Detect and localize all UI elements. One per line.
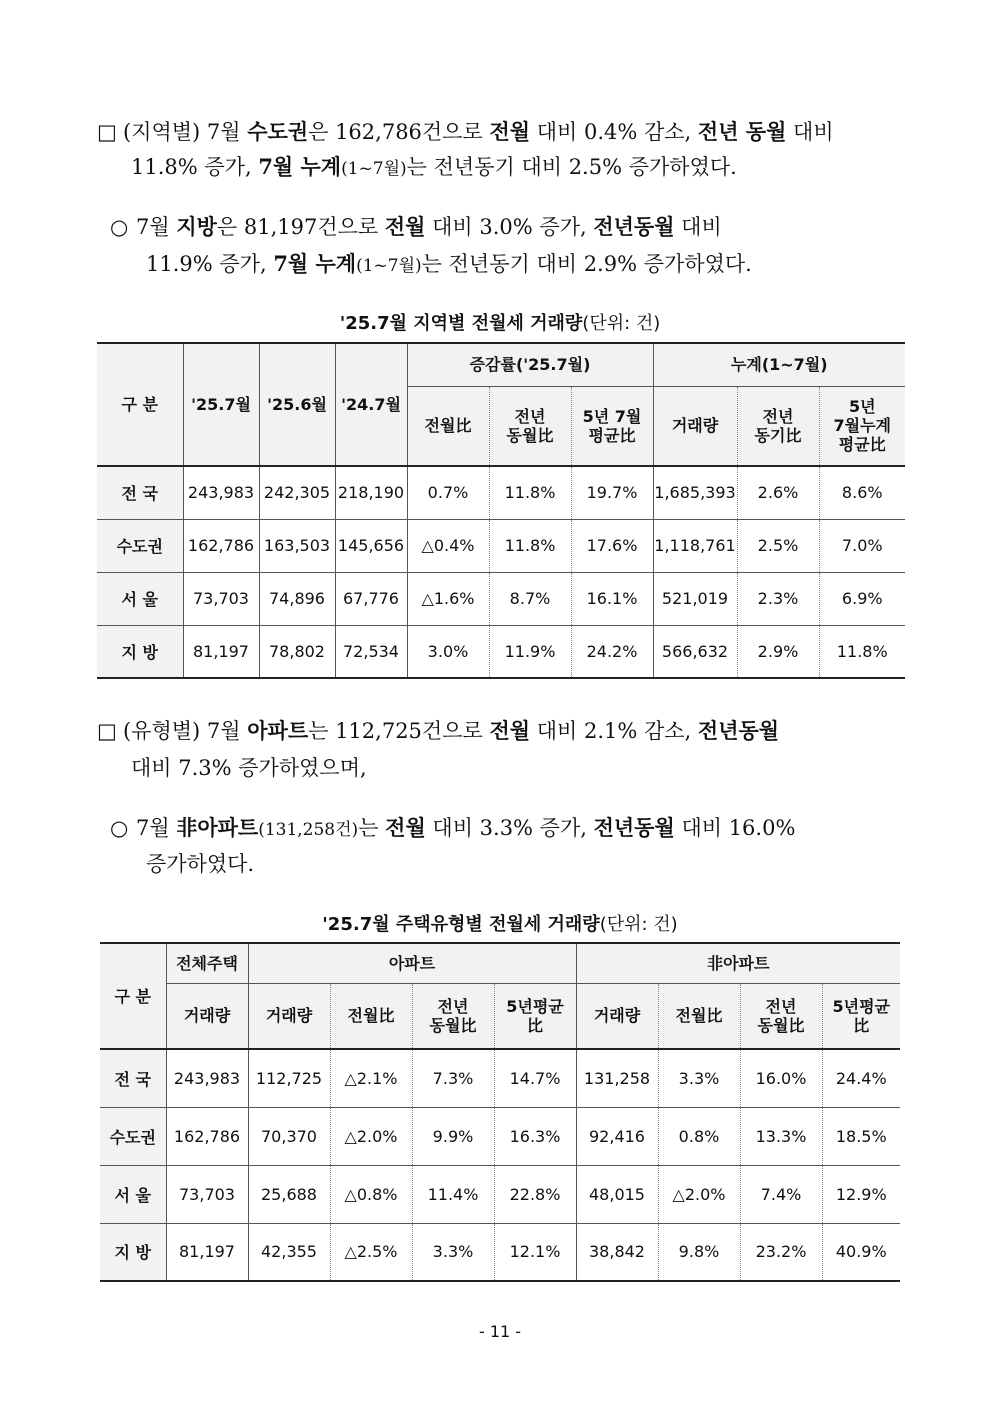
header-mom: 전월比 — [407, 386, 489, 466]
table-row — [100, 1049, 900, 1107]
table-cell: 74,896 — [259, 572, 335, 625]
header-jul25: '25.7월 — [183, 343, 259, 466]
table-cell: 24.2% — [571, 625, 653, 678]
table1-caption: '25.7월 지역별 전월세 거래량(단위: 건) — [339, 313, 661, 334]
table-cell: 2.3% — [737, 572, 819, 625]
header-change-rate: 증감률('25.7월) — [407, 343, 653, 386]
paragraph-line: ○ 7월 非아파트(131,258건)는 전월 대비 3.3% 증가, 전년동월 대비 16.0% — [110, 810, 795, 848]
table-cell: 0.7% — [407, 466, 489, 519]
table-row — [97, 519, 905, 572]
table-cell: △2.5% — [330, 1223, 412, 1281]
header-cum-yoy: 전년 동기比 — [737, 386, 819, 466]
paragraph-line: 11.9% 증가, 7월 누계(1~7월)는 전년동기 대비 2.9% 증가하였다. — [146, 251, 752, 276]
header-apt-volume: 거래량 — [248, 983, 330, 1049]
table-cell: 112,725 — [248, 1049, 330, 1107]
table-cell: 11.8% — [489, 519, 571, 572]
circle-bullet-icon: ○ — [110, 215, 129, 239]
table-row — [97, 625, 905, 678]
table-cell: 42,355 — [248, 1223, 330, 1281]
table-cell: 3.3% — [658, 1049, 740, 1107]
table-cell: 8.6% — [819, 466, 905, 519]
header-gubun: 구 분 — [97, 343, 183, 466]
table-cell: 48,015 — [576, 1165, 658, 1223]
table-cell: 19.7% — [571, 466, 653, 519]
table-cell: 242,305 — [259, 466, 335, 519]
table-cell: 22.8% — [494, 1165, 576, 1223]
table-cell: 70,370 — [248, 1107, 330, 1165]
header-jun25: '25.6월 — [259, 343, 335, 466]
table-cell: 24.4% — [822, 1049, 900, 1107]
table-cell: 18.5% — [822, 1107, 900, 1165]
page-number: - 11 - — [478, 1322, 522, 1341]
table-row — [97, 466, 905, 519]
square-bullet-icon: □ — [97, 120, 117, 144]
table-cell: 163,503 — [259, 519, 335, 572]
table-cell: 9.8% — [658, 1223, 740, 1281]
paragraph-line: 대비 7.3% 증가하였으며, — [131, 756, 367, 780]
table-cell: 1,685,393 — [653, 466, 737, 519]
table-cell: 9.9% — [412, 1107, 494, 1165]
table-cell: 1,118,761 — [653, 519, 737, 572]
table-cell: △2.0% — [658, 1165, 740, 1223]
table-cell: 7.4% — [740, 1165, 822, 1223]
row-label: 지 방 — [100, 1223, 166, 1281]
table-row — [100, 1223, 900, 1281]
table-cell: 25,688 — [248, 1165, 330, 1223]
table-cell: 81,197 — [166, 1223, 248, 1281]
table-cell: 162,786 — [166, 1107, 248, 1165]
table-cell: 78,802 — [259, 625, 335, 678]
table-cell: 162,786 — [183, 519, 259, 572]
row-label: 수도권 — [100, 1107, 166, 1165]
table-cell: 243,983 — [183, 466, 259, 519]
header-non-apartment: 非아파트 — [576, 943, 900, 983]
square-bullet-icon: □ — [97, 719, 117, 743]
table-cell: 17.6% — [571, 519, 653, 572]
paragraph-line: □ (지역별) 7월 수도권은 162,786건으로 전월 대비 0.4% 감소, 전년 동월 대비 — [97, 114, 834, 150]
regional-table — [97, 342, 905, 679]
table-cell: 23.2% — [740, 1223, 822, 1281]
circle-bullet-icon: ○ — [110, 816, 129, 840]
header-cum-5y: 5년 7월누계 평균比 — [819, 386, 905, 466]
table-cell: 218,190 — [335, 466, 407, 519]
table-cell: 38,842 — [576, 1223, 658, 1281]
table-cell: 7.3% — [412, 1049, 494, 1107]
housing-type-table-body — [100, 1049, 900, 1281]
table-cell: 2.9% — [737, 625, 819, 678]
header-apartment: 아파트 — [248, 943, 576, 983]
table-cell: 16.0% — [740, 1049, 822, 1107]
housing-type-table — [100, 942, 900, 1282]
row-label: 서 울 — [97, 572, 183, 625]
table-row — [100, 1165, 900, 1223]
header-gubun: 구 분 — [100, 943, 166, 1049]
header-apt-yoy: 전년 동월比 — [412, 983, 494, 1049]
table-cell: △2.1% — [330, 1049, 412, 1107]
table-cell: 521,019 — [653, 572, 737, 625]
table-cell: 40.9% — [822, 1223, 900, 1281]
row-label: 서 울 — [100, 1165, 166, 1223]
table-cell: △2.0% — [330, 1107, 412, 1165]
header-volume: 거래량 — [653, 386, 737, 466]
table-row — [100, 1107, 900, 1165]
table2-caption: '25.7월 주택유형별 전월세 거래량(단위: 건) — [322, 914, 678, 935]
table-cell: 73,703 — [166, 1165, 248, 1223]
table-cell: 12.1% — [494, 1223, 576, 1281]
table-cell: 11.8% — [819, 625, 905, 678]
table-cell: 145,656 — [335, 519, 407, 572]
header-total-housing: 전체주택 — [166, 943, 248, 983]
header-nonapt-mom: 전월比 — [658, 983, 740, 1049]
table-cell: 3.3% — [412, 1223, 494, 1281]
table-cell: △1.6% — [407, 572, 489, 625]
header-total-volume: 거래량 — [166, 983, 248, 1049]
table-cell: 11.9% — [489, 625, 571, 678]
regional-table-body — [97, 466, 905, 678]
row-label: 지 방 — [97, 625, 183, 678]
paragraph-line: 11.8% 증가, 7월 누계(1~7월)는 전년동기 대비 2.5% 증가하였다. — [131, 154, 737, 179]
paragraph-line: ○ 7월 지방은 81,197건으로 전월 대비 3.0% 증가, 전년동월 대비 — [110, 209, 722, 245]
table-cell: 131,258 — [576, 1049, 658, 1107]
table-cell: 566,632 — [653, 625, 737, 678]
header-jul24: '24.7월 — [335, 343, 407, 466]
header-apt-5y: 5년평균 比 — [494, 983, 576, 1049]
table-cell: 81,197 — [183, 625, 259, 678]
table-cell: △0.8% — [330, 1165, 412, 1223]
header-nonapt-volume: 거래량 — [576, 983, 658, 1049]
table-cell: 0.8% — [658, 1107, 740, 1165]
table-row — [97, 572, 905, 625]
table-cell: 67,776 — [335, 572, 407, 625]
table-cell: 12.9% — [822, 1165, 900, 1223]
table-cell: 16.3% — [494, 1107, 576, 1165]
row-label: 전 국 — [97, 466, 183, 519]
table-cell: 2.6% — [737, 466, 819, 519]
table-cell: 6.9% — [819, 572, 905, 625]
header-nonapt-yoy: 전년 동월比 — [740, 983, 822, 1049]
table-cell: 92,416 — [576, 1107, 658, 1165]
table-cell: 73,703 — [183, 572, 259, 625]
table-cell: 3.0% — [407, 625, 489, 678]
row-label: 수도권 — [97, 519, 183, 572]
table-cell: 72,534 — [335, 625, 407, 678]
header-yoy: 전년 동월比 — [489, 386, 571, 466]
table-cell: 11.8% — [489, 466, 571, 519]
paragraph-line: 증가하였다. — [146, 852, 255, 876]
table-cell: 14.7% — [494, 1049, 576, 1107]
table-cell: 11.4% — [412, 1165, 494, 1223]
paragraph-line: □ (유형별) 7월 아파트는 112,725건으로 전월 대비 2.1% 감소, 전년동월 — [97, 713, 779, 749]
table-cell: 8.7% — [489, 572, 571, 625]
table-cell: △0.4% — [407, 519, 489, 572]
table-cell: 2.5% — [737, 519, 819, 572]
table-cell: 7.0% — [819, 519, 905, 572]
header-5y-avg: 5년 7월 평균比 — [571, 386, 653, 466]
header-cumulative: 누계(1~7월) — [653, 343, 905, 386]
header-apt-mom: 전월比 — [330, 983, 412, 1049]
table-cell: 13.3% — [740, 1107, 822, 1165]
header-nonapt-5y: 5년평균 比 — [822, 983, 900, 1049]
table-cell: 243,983 — [166, 1049, 248, 1107]
table-cell: 16.1% — [571, 572, 653, 625]
row-label: 전 국 — [100, 1049, 166, 1107]
